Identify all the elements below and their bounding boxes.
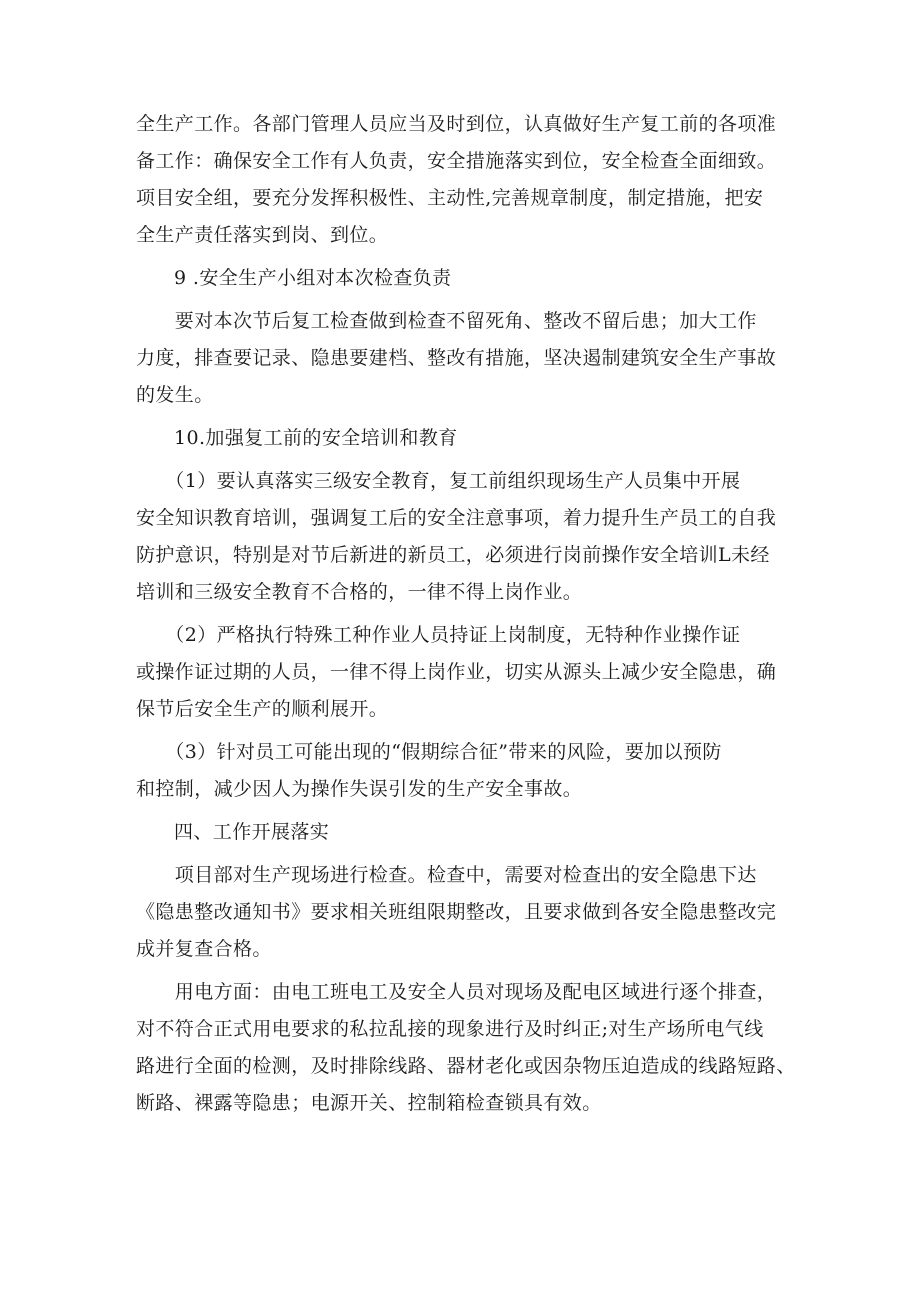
text-line: 培训和三级安全教育不合格的，一律不得上岗作业。 [136,581,583,603]
text-line: 对不符合正式用电要求的私拉乱接的现象进行及时纠正;对生产场所电气线 [136,1018,764,1040]
paragraph-p10 [136,974,796,1122]
text-line: 项目部对生产现场进行检查。检查中，需要对检查出的安全隐患下达 [136,864,757,886]
paragraph-p1 [136,106,796,254]
text-line: 全生产工作。各部门管理人员应当及时到位，认真做好生产复工前的各项准 [136,113,777,135]
document-body [136,106,796,1128]
text-line: 全生产责任落实到岗、到位。 [136,224,389,246]
text-line: 《隐患整改通知书》要求相关班组限期整改，且要求做到各安全隐患整改完 [136,901,777,923]
text-line: 9 .安全生产小组对本次检查负责 [174,267,452,289]
text-line: 的发生。 [136,384,214,406]
text-line: 防护意识，特别是对节后新进的新员工，必须进行岗前操作安全培训L未经 [136,544,770,566]
paragraph-p3 [136,303,796,414]
text-line: 要对本次节后复工检查做到检查不留死角、整改不留后患；加大工作 [136,310,757,332]
text-line: 成并复查合格。 [136,938,272,960]
paragraph-p9 [136,857,796,968]
text-line: 项目安全组，要充分发挥积极性、主动性,完善规章制度，制定措施，把安 [136,187,764,209]
paragraph-p8 [136,814,796,851]
text-line: 保节后安全生产的顺利展开。 [136,698,389,720]
paragraph-p5 [136,463,796,611]
text-line: 和控制，减少因人为操作失误引发的生产安全事故。 [136,778,583,800]
text-line: 10.加强复工前的安全培训和教育 [174,427,458,449]
text-line: 路进行全面的检测，及时排除线路、器材老化或因杂物压迫造成的线路短路、 [136,1055,796,1077]
text-line: 力度，排查要记录、隐患要建档、整改有措施，坚决遏制建筑安全生产事故 [136,347,777,369]
text-line: 断路、裸露等隐患；电源开关、控制箱检查锁具有效。 [136,1092,602,1114]
text-line: 用电方面：由电工班电工及安全人员对现场及配电区域进行逐个排查， [136,981,777,1003]
text-line: 安全知识教育培训，强调复工后的安全注意事项，着力提升生产员工的自我 [136,507,777,529]
text-line: （1）要认真落实三级安全教育，复工前组织现场生产人员集中开展 [136,470,741,492]
paragraph-p4 [136,420,796,457]
paragraph-p6 [136,617,796,728]
paragraph-p7 [136,734,796,808]
text-line: （2）严格执行特殊工种作业人员持证上岗制度，无特种作业操作证 [136,624,741,646]
text-line: 备工作：确保安全工作有人负责，安全措施落实到位，安全检查全面细致。 [136,150,777,172]
text-line: （3）针对员工可能出现的“假期综合征”带来的风险，要加以预防 [136,741,722,763]
text-line: 四、工作开展落实 [174,821,330,843]
paragraph-p2 [136,260,796,297]
text-line: 或操作证过期的人员，一律不得上岗作业，切实从源头上减少安全隐患，确 [136,661,777,683]
